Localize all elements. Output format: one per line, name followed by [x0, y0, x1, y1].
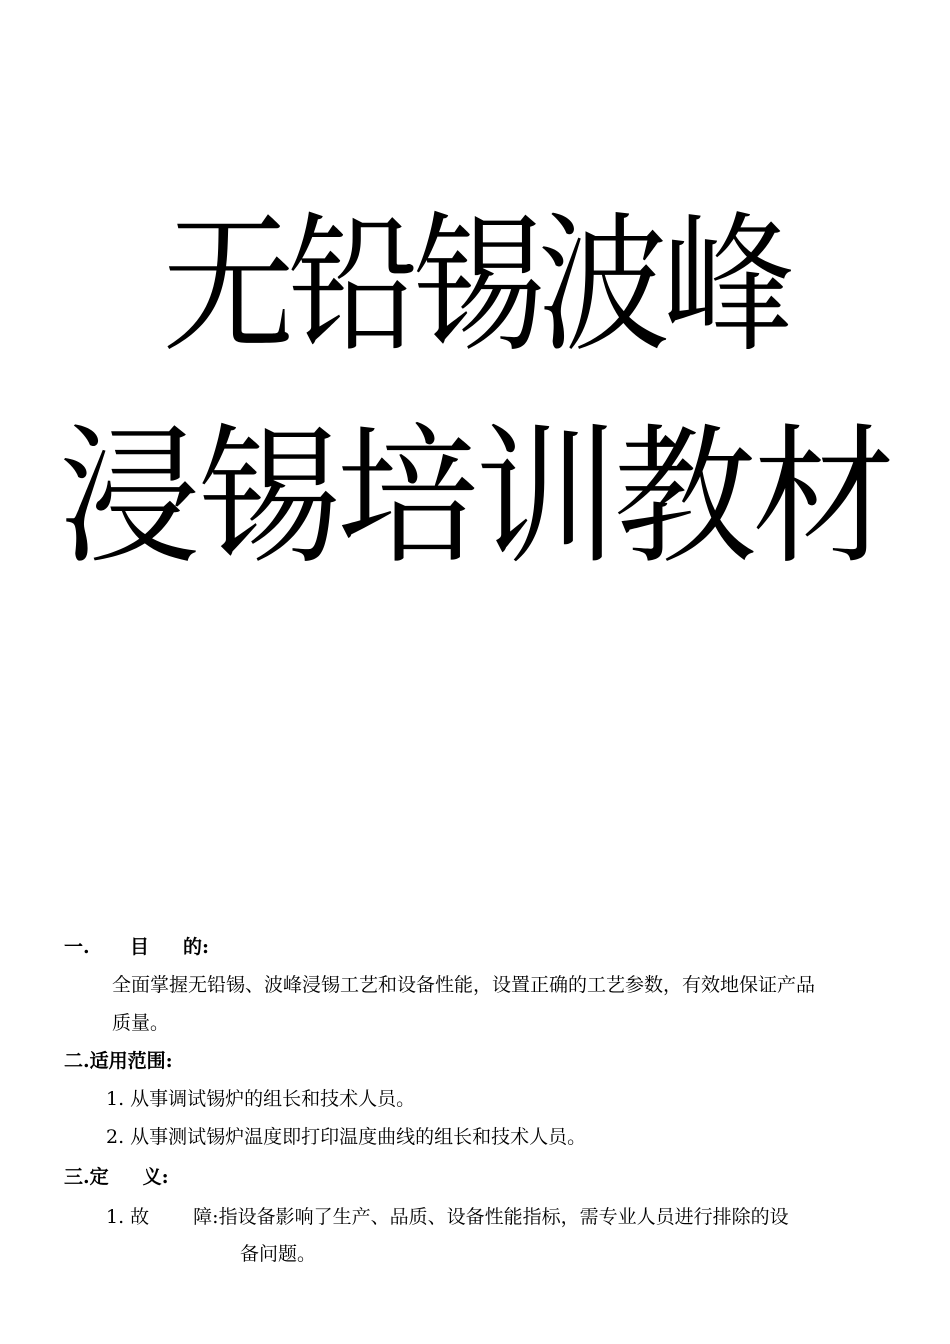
definition-text-line-1: 指设备影响了生产、品质、设备性能指标，需专业人员进行排除的设	[218, 1206, 789, 1228]
definition-term-start: 1. 故	[106, 1206, 150, 1228]
section-label-part-b: 义:	[142, 1166, 169, 1188]
section-number: 一.	[64, 936, 90, 958]
purpose-paragraph-line-2: 质量。	[112, 1012, 170, 1034]
scope-list-item: 2. 从事测试锡炉温度即打印温度曲线的组长和技术人员。	[106, 1126, 587, 1148]
definition-term-end: 障:	[193, 1206, 219, 1228]
section-label-part-b: 的:	[183, 936, 210, 958]
document-title-line-1: 无铅锡波峰	[162, 199, 788, 373]
definition-text-line-2: 备问题。	[240, 1243, 317, 1265]
section-label-part-a: 目	[130, 936, 150, 958]
section-heading-definitions	[64, 1165, 169, 1189]
scope-list-item: 1. 从事调试锡炉的组长和技术人员。	[106, 1088, 416, 1110]
document-title-line-2: 浸锡培训教材	[58, 411, 892, 585]
section-heading-scope: 二.适用范围:	[64, 1050, 173, 1072]
purpose-paragraph-line-1: 全面掌握无铅锡、波峰浸锡工艺和设备性能，设置正确的工艺参数，有效地保证产品	[112, 974, 816, 996]
section-heading-purpose	[64, 935, 209, 959]
section-label-part-a: 三.定	[64, 1166, 109, 1188]
definition-item	[106, 1205, 789, 1229]
